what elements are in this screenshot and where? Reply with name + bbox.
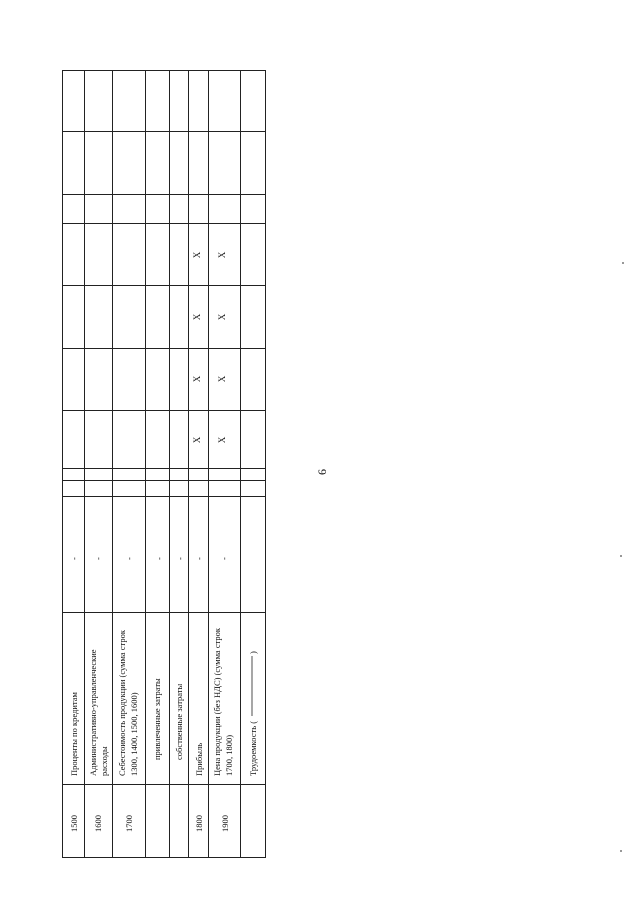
cross-mark: X: [192, 251, 202, 259]
data-table: [62, 70, 266, 858]
row-code: 1500: [69, 815, 79, 832]
row-value: -: [93, 557, 103, 560]
row-code: 1600: [93, 815, 103, 832]
row-label-line2: 1700, 1800): [224, 734, 234, 776]
row-value: -: [194, 557, 204, 560]
row-code: 1800: [194, 815, 204, 832]
row-label: привлеченные затраты: [152, 678, 162, 760]
cross-mark: X: [192, 436, 202, 444]
scan-speck: [620, 555, 622, 557]
cross-mark: X: [217, 436, 227, 444]
row-label: Себестоимость продукции (сумма строк: [117, 630, 127, 776]
row-label: Трудоемкость (: [248, 720, 258, 776]
scan-speck: [622, 262, 624, 264]
row-value: -: [154, 557, 164, 560]
row-label: Административно-управленческие: [88, 649, 98, 776]
row-code: 1900: [220, 815, 230, 832]
cross-mark: X: [217, 375, 227, 383]
row-value: -: [175, 557, 185, 560]
cross-mark: X: [192, 375, 202, 383]
row-label-close: ): [248, 651, 258, 654]
row-label: собственные затраты: [174, 683, 184, 760]
page-number: 6: [315, 469, 329, 475]
row-value: -: [219, 557, 229, 560]
cross-mark: X: [217, 313, 227, 321]
row-label: Проценты по кредитам: [69, 692, 79, 776]
cross-mark: X: [217, 251, 227, 259]
row-value: -: [69, 557, 79, 560]
row-label: Прибыль: [194, 742, 204, 776]
cross-mark: X: [192, 313, 202, 321]
row-code: 1700: [124, 815, 134, 832]
row-label: Цена продукции (без НДС) (сумма строк: [212, 627, 222, 776]
scan-speck: [620, 850, 622, 852]
row-label-line2: расходы: [99, 746, 109, 776]
blank-field: [246, 656, 258, 716]
row-label-line2: 1300, 1400, 1500, 1600): [129, 692, 139, 776]
row-value: -: [124, 557, 134, 560]
